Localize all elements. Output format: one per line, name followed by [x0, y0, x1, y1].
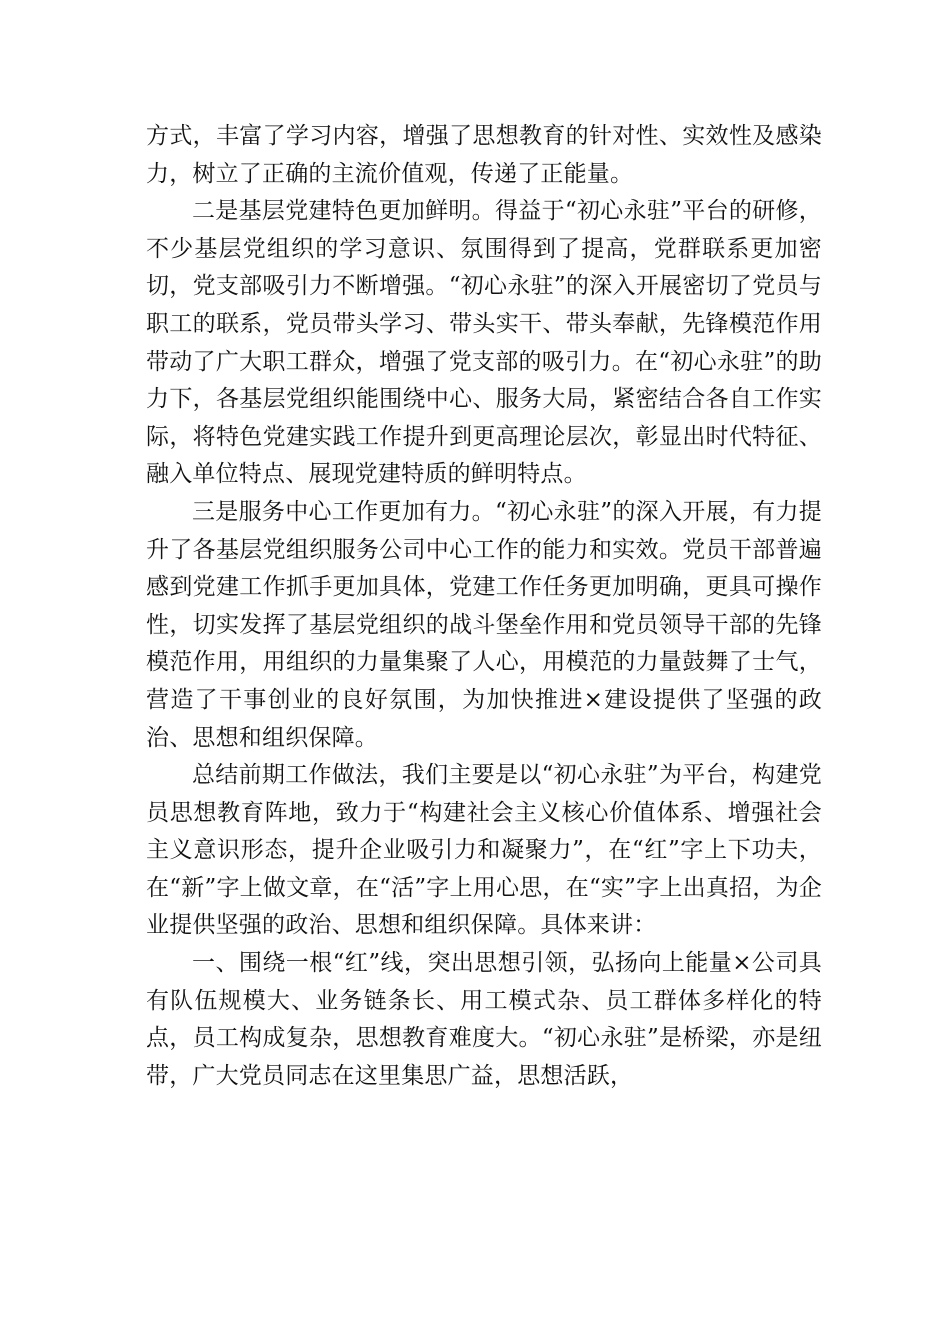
paragraph-continuation: 方式，丰富了学习内容，增强了思想教育的针对性、实效性及感染力，树立了正确的主流价值观，传递了正能量。	[146, 123, 822, 187]
paragraph-party-building-features: 二是基层党建特色更加鲜明。得益于“初心永驻”平台的研修，不少基层党组织的学习意识、氛围得到了提高，党群联系更加密切，党支部吸引力不断增强。“初心永驻”的深入开展密切了党员与职工的联系，党员带头学习、带头实干、带头奉献，先锋模范作用带动了广大职工群众，增强了党支部的吸引力。在“初心永驻”的助力下，各基层党组织能围绕中心、服务大局，紧密结合各自工作实际，将特色党建实践工作提升到更高理论层次，彰显出时代特征、融入单位特点、展现党建特质的鲜明特点。	[146, 198, 822, 488]
document-body	[146, 118, 822, 1095]
paragraph-summary-of-practices: 总结前期工作做法，我们主要是以“初心永驻”为平台，构建党员思想教育阵地，致力于“构建社会主义核心价值体系、增强社会主义意识形态，提升企业吸引力和凝聚力”，在“红”字上下功夫，在“新”字上做文章，在“活”字上用心思，在“实”字上出真招，为企业提供坚强的政治、思想和组织保障。具体来讲：	[146, 762, 822, 939]
paragraph-service-center-work: 三是服务中心工作更加有力。“初心永驻”的深入开展，有力提升了各基层党组织服务公司中心工作的能力和实效。党员干部普遍感到党建工作抓手更加具体，党建工作任务更加明确，更具可操作性，切实发挥了基层党组织的战斗堡垒作用和党员领导干部的先锋模范作用，用组织的力量集聚了人心，用模范的力量鼓舞了士气，营造了干事创业的良好氛围，为加快推进×建设提供了坚强的政治、思想和组织保障。	[146, 498, 822, 751]
paragraph-red-line-guidance: 一、围绕一根“红”线，突出思想引领，弘扬向上能量×公司具有队伍规模大、业务链条长、用工模式杂、员工群体多样化的特点，员工构成复杂，思想教育难度大。“初心永驻”是桥梁，亦是纽带，广大党员同志在这里集思广益，思想活跃，	[146, 950, 822, 1089]
